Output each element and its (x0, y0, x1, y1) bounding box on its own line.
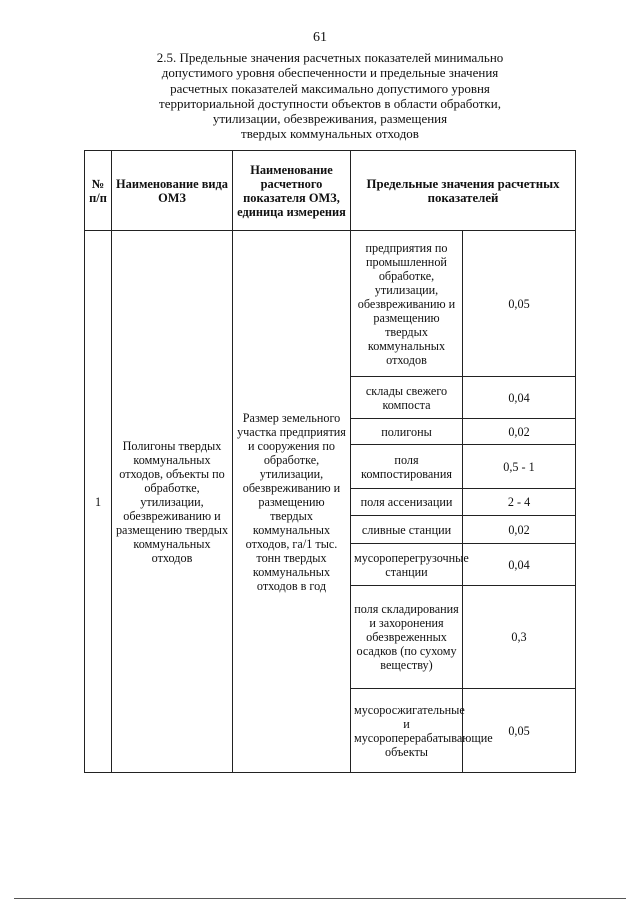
table-row (85, 231, 576, 377)
page-number: 61 (313, 30, 327, 45)
object-cell: поля ассенизации (351, 489, 463, 516)
section-title-line: допустимого уровня обеспеченности и предельные значения (161, 65, 499, 81)
section-title (140, 50, 520, 142)
row-number: 1 (85, 231, 112, 773)
object-cell: предприятия по промышленной обработке, утилизации, обезвреживанию и размещению твердых коммунальных отходов (351, 231, 463, 377)
section-title-line: территориальной доступности объектов в области обработки, (159, 95, 501, 111)
object-cell: полигоны (351, 419, 463, 445)
header-indicator: Наименование расчетного показателя ОМЗ, единица измерения (233, 151, 351, 231)
value-cell: 0,02 (463, 516, 576, 544)
row-name: Полигоны твердых коммунальных отходов, объекты по обработке, утилизации, обезвреживанию и размещению твердых коммунальных отходов (112, 231, 233, 773)
object-cell: поля компостирования (351, 445, 463, 489)
object-cell: мусоросжигательные и мусороперерабатывающие объекты (351, 689, 463, 773)
object-cell: мусороперегрузочные станции (351, 544, 463, 586)
value-cell: 0,5 - 1 (463, 445, 576, 489)
value-cell: 2 - 4 (463, 489, 576, 516)
value-cell: 0,04 (463, 377, 576, 419)
value-cell: 0,04 (463, 544, 576, 586)
value-cell: 0,02 (463, 419, 576, 445)
section-title-line: утилизации, обезвреживания, размещения (212, 111, 448, 127)
omz-table (84, 150, 576, 773)
value-cell: 0,05 (463, 689, 576, 773)
section-title-line: твердых коммунальных отходов (241, 126, 419, 142)
table-header-row (85, 151, 576, 231)
row-indicator: Размер земельного участка предприятия и сооружения по обработке, утилизации, обезвреживанию и размещению твердых коммунальных отходов, га/1 тыс. тонн твердых коммунальных отходов в год (233, 231, 351, 773)
value-cell: 0,3 (463, 586, 576, 689)
header-number: № п/п (85, 151, 112, 231)
object-cell: сливные станции (351, 516, 463, 544)
object-cell: поля складирования и захоронения обезвреженных осадков (по сухому веществу) (351, 586, 463, 689)
value-cell: 0,05 (463, 231, 576, 377)
header-limits: Предельные значения расчетных показателей (351, 151, 576, 231)
section-title-line: 2.5. Предельные значения расчетных показателей минимально (156, 50, 504, 65)
object-cell: склады свежего компоста (351, 377, 463, 419)
page-bottom-rule (14, 898, 626, 899)
section-title-line: расчетных показателей максимально допустимого уровня (170, 80, 490, 96)
header-name: Наименование вида ОМЗ (112, 151, 233, 231)
